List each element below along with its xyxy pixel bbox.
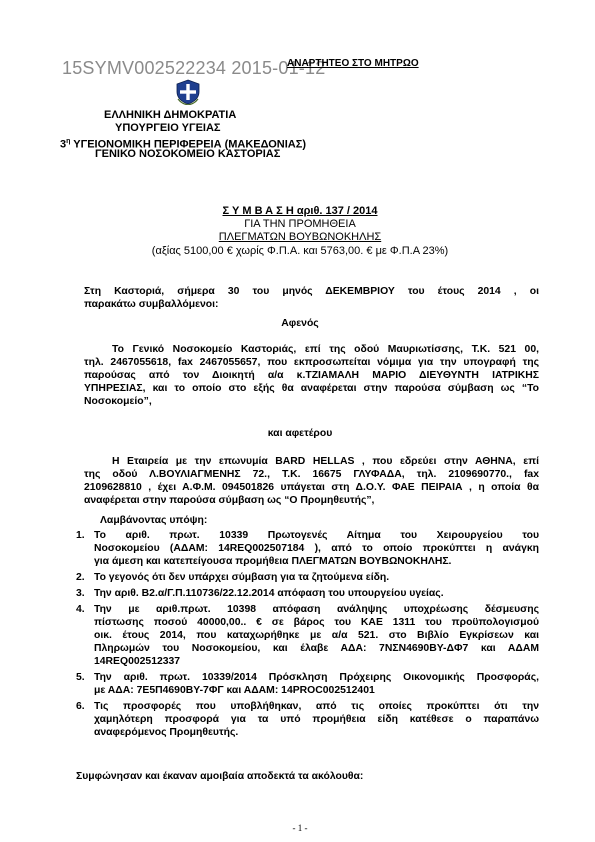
agreement-line: Συμφώνησαν και έκαναν αμοιβαία αποδεκτά τα ακόλουθα:: [76, 771, 364, 782]
list-item-number: 4.: [76, 604, 85, 615]
contract-value: (αξίας 5100,00 € χωρίς Φ.Π.Α. και 5763,00. € με Φ.Π.Α 23%): [151, 245, 449, 257]
page-number: - 1 -: [292, 823, 308, 833]
list-item: [76, 587, 539, 600]
posting-label: ΑΝΑΡΤΗΤΕΟ ΣΤΟ ΜΗΤΡΩΟ: [287, 58, 419, 69]
list-item-line: πίστωσης ποσού 40000,00.. € σε βάρος του ΚΑΕ 1311 του προϋπολογισμού: [94, 617, 539, 628]
party-two-heading: και αφετέρου: [267, 428, 333, 439]
list-item-line: αναφερόμενος Προμηθευτής.: [94, 727, 239, 738]
list-item: [76, 603, 539, 668]
intro-line: Στη Καστοριά, σήμερα 30 του μηνός ΔΕΚΕΜΒΡΙΟΥ του έτους 2014 , οι: [84, 286, 539, 297]
party-two-line: Η Εταιρεία με την επωνυμία BARD HELLAS , που εδρεύει στην ΑΘΗΝΑ, επί: [112, 456, 539, 467]
letterhead-hospital: ΓΕΝΙΚΟ ΝΟΣΟΚΟΜΕΙΟ ΚΑΣΤΟΡΙΑΣ: [95, 148, 281, 160]
list-item-line: Την αριθ. Β2.α/Γ.Π.110736/22.12.2014 απόφαση του υπουργείου υγείας.: [94, 588, 444, 599]
region-number: 3: [60, 138, 67, 151]
intro-paragraph: [84, 285, 539, 298]
contract-for-supply: ΓΙΑ ΤΗΝ ΠΡΟΜΗΘΕΙΑ: [244, 218, 356, 230]
party-two-line: αναφέρεται στην παρούσα σύμβαση ως “Ο Προμηθευτής”,: [84, 495, 375, 506]
party-one-line: τηλ. 2467055618, fax 2467055657, που εκπροσωπείται νόμιμα για την υπογραφή της: [84, 357, 539, 368]
list-item-line: Νοσοκομείου (ΑΔΑΜ: 14REQ002507184 ), από το οποίο προκύπτει η ανάγκη: [94, 543, 539, 554]
list-item-line: Την με αριθ.πρωτ. 10398 απόφαση ανάληψης υποχρέωσης δέσμευσης: [94, 604, 539, 615]
list-item: [76, 571, 539, 584]
region-name: ΥΓΕΙΟΝΟΜΙΚΗ ΠΕΡΙΦΕΡΕΙΑ (ΜΑΚΕΔΟΝΙΑΣ): [70, 138, 307, 151]
document-id-stamp: 15SYMV002522234 2015-01-12: [62, 58, 326, 78]
list-item-line: Τις προσφορές που υποβλήθηκαν, από τις οποίες προκύπτει ότι την: [94, 701, 539, 712]
list-item-line: χαμηλότερη προσφορά για τα υπό προμήθεια είδη κατέθεσε ο παραπάνω: [94, 714, 539, 725]
greek-coat-of-arms-icon: [175, 79, 201, 105]
party-two-line: της οδού Λ.ΒΟΥΛΙΑΓΜΕΝΗΣ 72., Τ.Κ. 16675 ΓΛΥΦΑΔΑ, τηλ. 2109690770., fax: [84, 469, 539, 480]
list-item-line: 14REQ002512337: [94, 656, 181, 667]
party-one-line: ΥΠΗΡΕΣΙΑΣ, και το οποίο στο εξής θα αναφέρεται στην παρούσα σύμβαση ως “Το: [84, 383, 539, 394]
list-item-line: Το γεγονός ότι δεν υπάρχει σύμβαση για τα ζητούμενα είδη.: [94, 572, 390, 583]
list-item-line: Πληρωμών του Νοσοκομείου, και έλαβε ΑΔΑ: 7ΝΣΝ4690ΒΥ-ΔΦ7 και ΑΔΑΜ: [94, 643, 539, 654]
intro-line: παρακάτω συμβαλλόμενοι:: [84, 299, 219, 310]
party-one-paragraph: [84, 343, 539, 408]
list-item-line: Το αριθ. πρωτ. 10339 Πρωτογενές Αίτημα του Χειρουργείου του: [94, 530, 539, 541]
contract-subject: ΠΛΕΓΜΑΤΩΝ ΒΟΥΒΩΝΟΚΗΛΗΣ: [218, 231, 382, 243]
region-ordinal: η: [66, 138, 71, 145]
list-item-number: 6.: [76, 701, 85, 712]
considerations-list: [76, 529, 539, 739]
intro-paragraph-cont: [84, 298, 539, 311]
list-item-line: με ΑΔΑ: 7Ε5Π4690ΒΥ-7ΦΓ και ΑΔΑΜ: 14PROC002512401: [94, 685, 375, 696]
party-one-heading: Αφενός: [281, 318, 319, 329]
letterhead-republic: ΕΛΛΗΝΙΚΗ ΔΗΜΟΚΡΑΤΙΑ: [104, 109, 237, 121]
list-item-line: για άμεση και κατεπείγουσα προμήθεια ΠΛΕΓΜΑΤΩΝ ΒΟΥΒΩΝΟΚΗΛΗΣ.: [94, 556, 452, 567]
list-item-line: οικ. έτους 2014, που καταχωρήθηκε με α/α 521. στο Βιβλίο Εγκρίσεων και: [94, 630, 539, 641]
list-item: [76, 700, 539, 739]
party-one-line: παρούσας από τον Διοικητή α/α κ.ΤΖΙΑΜΑΛΗ ΜΑΡΙΟ ΔΙΕΥΘΥΝΤΗ ΙΑΤΡΙΚΗΣ: [84, 370, 539, 381]
list-item-number: 1.: [76, 530, 85, 541]
letterhead-ministry: ΥΠΟΥΡΓΕΙΟ ΥΓΕΙΑΣ: [115, 122, 221, 134]
list-item-line: Την αριθ. πρωτ. 10339/2014 Πρόσκληση Πρόχειρης Οικονομικής Προσφοράς,: [94, 672, 539, 683]
party-two-line: 2109628810 , έχει Α.Φ.Μ. 094501826 υπάγεται στη Δ.Ο.Υ. ΦΑΕ ΠΕΙΡΑΙΑ , η οποία θα: [84, 482, 539, 493]
list-item: [76, 671, 539, 697]
party-one-line: Το Γενικό Νοσοκομείο Καστοριάς, επί της οδού Μαυριωτίσσης, Τ.Κ. 521 00,: [112, 344, 539, 355]
list-item: [76, 529, 539, 568]
list-item-number: 3.: [76, 588, 85, 599]
considerations-heading: Λαμβάνοντας υπόψη:: [100, 515, 208, 526]
list-item-number: 5.: [76, 672, 85, 683]
list-item-number: 2.: [76, 572, 85, 583]
contract-number: Σ Υ Μ Β Α Σ Η αριθ. 137 / 2014: [222, 205, 378, 217]
party-two-paragraph: [84, 455, 539, 507]
party-one-line: Νοσοκομείο”,: [84, 396, 152, 407]
